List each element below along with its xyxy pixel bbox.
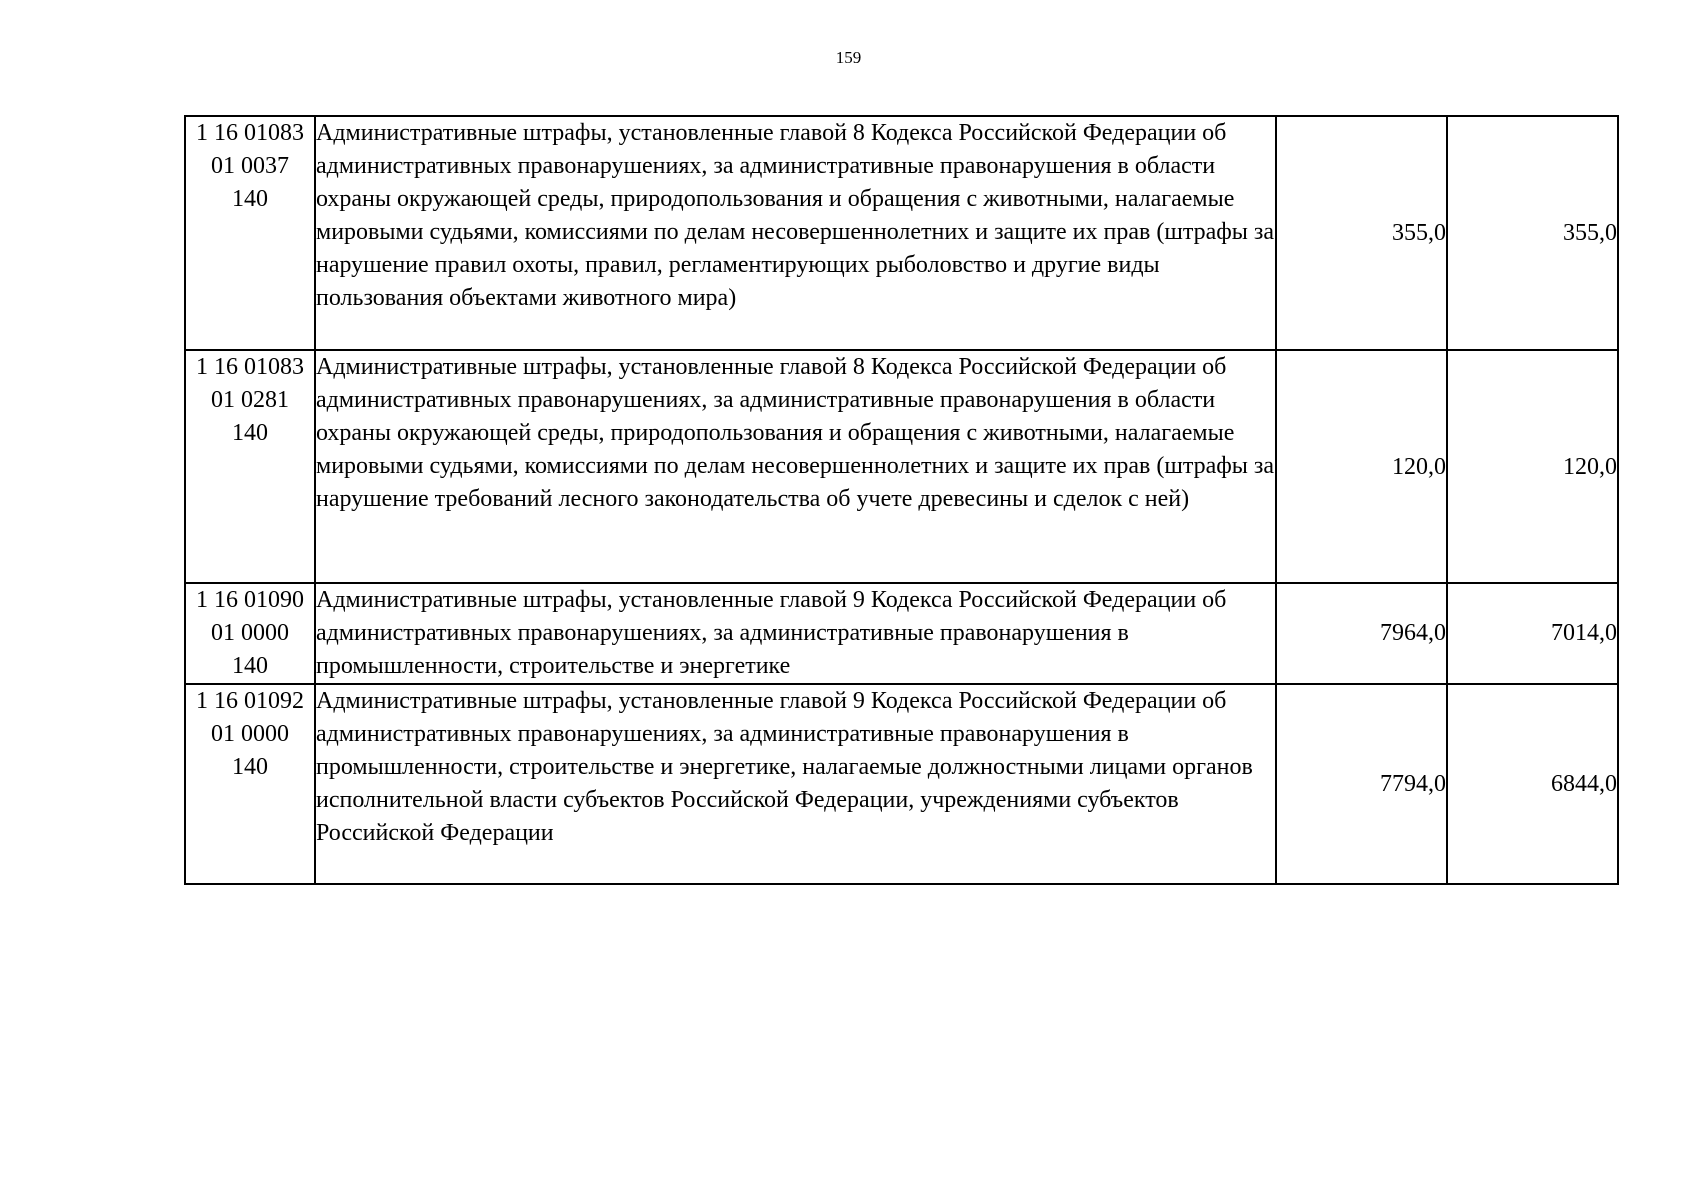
value-cell-year2: 120,0 <box>1447 350 1618 583</box>
page-number: 159 <box>835 48 862 67</box>
table-row <box>185 583 1618 684</box>
value-cell-year1: 7964,0 <box>1276 583 1447 684</box>
value-cell-year2: 7014,0 <box>1447 583 1618 684</box>
value-cell-year1: 7794,0 <box>1276 684 1447 884</box>
budget-code-cell: 1 16 01092 01 0000 140 <box>185 684 315 884</box>
description-cell: Административные штрафы, установленные главой 9 Кодекса Российской Федерации об административных правонарушениях, за административные правонарушения в промышленности, строительстве и энергетике <box>315 583 1276 684</box>
revenue-table <box>184 115 1619 885</box>
budget-code-cell: 1 16 01083 01 0037 140 <box>185 116 315 350</box>
description-cell: Административные штрафы, установленные главой 9 Кодекса Российской Федерации об административных правонарушениях, за административные правонарушения в промышленности, строительстве и энергетике, налагаемые должностными лицами органов исполнительной власти субъектов Российской Федерации, учреждениями субъектов Российской Федерации <box>315 684 1276 884</box>
description-cell: Административные штрафы, установленные главой 8 Кодекса Российской Федерации об административных правонарушениях, за административные правонарушения в области охраны окружающей среды, природопользования и обращения с животными, налагаемые мировыми судьями, комиссиями по делам несовершеннолетних и защите их прав (штрафы за нарушение требований лесного законодательства об учете древесины и сделок с ней) <box>315 350 1276 583</box>
description-cell: Административные штрафы, установленные главой 8 Кодекса Российской Федерации об административных правонарушениях, за административные правонарушения в области охраны окружающей среды, природопользования и обращения с животными, налагаемые мировыми судьями, комиссиями по делам несовершеннолетних и защите их прав (штрафы за нарушение правил охоты, правил, регламентирующих рыболовство и другие виды пользования объектами животного мира) <box>315 116 1276 350</box>
value-cell-year1: 120,0 <box>1276 350 1447 583</box>
value-cell-year1: 355,0 <box>1276 116 1447 350</box>
table-row <box>185 684 1618 884</box>
budget-code-cell: 1 16 01090 01 0000 140 <box>185 583 315 684</box>
value-cell-year2: 6844,0 <box>1447 684 1618 884</box>
value-cell-year2: 355,0 <box>1447 116 1618 350</box>
table-row <box>185 116 1618 350</box>
budget-code-cell: 1 16 01083 01 0281 140 <box>185 350 315 583</box>
table-row <box>185 350 1618 583</box>
